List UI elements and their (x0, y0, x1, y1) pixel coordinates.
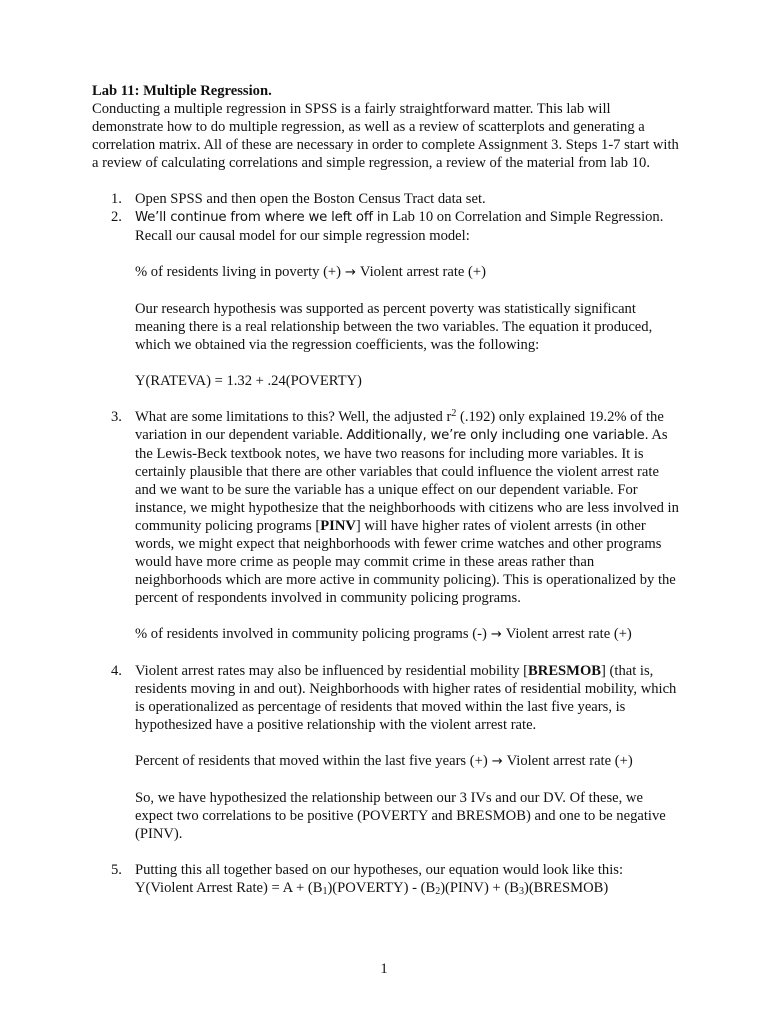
document-body (92, 82, 682, 897)
text-segment: )(POVERTY) - (B (327, 880, 436, 896)
text-segment: ] (that is, residents moving in and out). Neighborhoods with higher rates of residential mobility, which is operationalized as percentage of residents that moved within the last five years, is hypothesized have a positive relationship with the violent arrest rate. (135, 663, 677, 733)
summary-paragraph: So, we have hypothesized the relationship between our 3 IVs and our DV. Of these, we expect two correlations to be positive (POVERTY and BRESMOB) and one to be negative (PINV). (135, 790, 666, 842)
text-segment: Y(Violent Arrest Rate) = A + (B (135, 880, 323, 896)
numbered-list (92, 190, 682, 897)
causal-model (135, 625, 682, 644)
hypothesis-paragraph: Our research hypothesis was supported as percent poverty was statistically significant meaning there is a real relationship between the two variables. The equation it produced, which we obtained via the regression coefficients, was the following: (135, 301, 653, 353)
subscript: 1 (322, 886, 328, 897)
text-segment: ] will have higher rates of violent arrests (in other words, we might expect that neighborhoods with fewer crime watches and other programs would have more crime as people may commit crime in these areas rather than neighborhoods which are more active in community policing). This is operationalized by the percent of respondents involved in community policing programs. (135, 518, 676, 606)
text-segment: )(BRESMOB) (523, 880, 609, 896)
item-text-alt-font: We’ll continue from where we left off in (135, 210, 389, 225)
subscript: 3 (518, 886, 524, 897)
model-left: % of residents involved in community policing programs (-) (135, 626, 487, 642)
item-text: Putting this all together based on our hypotheses, our equation would look like this: (135, 862, 624, 878)
causal-model (135, 752, 682, 771)
document-title: Lab 11: Multiple Regression. (92, 83, 272, 99)
regression-equation: Y(RATEVA) = 1.32 + .24(POVERTY) (135, 373, 362, 389)
list-number: 5. (111, 862, 122, 878)
arrow-right-icon: → (345, 265, 356, 280)
model-left: % of residents living in poverty (+) (135, 264, 342, 280)
text-segment: What are some limitations to this? Well, the adjusted r (135, 409, 452, 425)
item-text (135, 662, 682, 734)
list-number: 2. (111, 209, 122, 225)
list-number: 4. (111, 663, 122, 679)
item-text-rest: Lab 10 on Correlation and Simple Regression. Recall our causal model for our simple regression model: (135, 209, 664, 244)
list-number: 3. (111, 409, 122, 425)
list-item-3 (92, 408, 682, 644)
arrow-right-icon: → (491, 754, 503, 769)
page-number: 1 (380, 961, 388, 977)
model-right: Violent arrest rate (+) (505, 626, 632, 642)
list-item-2 (92, 208, 682, 390)
causal-model (135, 263, 682, 282)
variable-name: PINV (320, 518, 356, 534)
list-item-5 (92, 861, 682, 897)
item-text: Open SPSS and then open the Boston Census Tract data set. (135, 191, 486, 207)
subscript: 2 (435, 886, 441, 897)
list-number: 1. (111, 191, 122, 207)
text-segment: (.192) only explained 19.2% of the variation in our dependent variable. (135, 409, 664, 443)
superscript: 2 (451, 408, 457, 419)
item-text (135, 208, 682, 245)
item-text-alt-font: Additionally, we’re only including one variable. (346, 428, 649, 443)
multiple-regression-equation (135, 879, 682, 897)
list-item-4 (92, 662, 682, 843)
arrow-right-icon: → (490, 627, 502, 642)
text-segment: As the Lewis-Beck textbook notes, we have two reasons for including more variables. It is certainly plausible that there are other variables that could influence the violent arrest rate and we want to be sure the variable has a unique effect on our dependent variable. For instance, we might hypothesize that the neighborhoods with citizens who are less involved in community policing programs [ (135, 427, 679, 534)
model-right: Violent arrest rate (+) (506, 753, 633, 769)
text-segment: )(PINV) + (B (440, 880, 519, 896)
item-text (135, 408, 682, 607)
intro-paragraph: Conducting a multiple regression in SPSS is a fairly straightforward matter. This lab will demonstrate how to do multiple regression, as well as a review of scatterplots and generating a correlation matrix. All of these are necessary in order to complete Assignment 3. Steps 1-7 start with a review of calculating correlations and simple regression, a review of the material from lab 10. (92, 101, 679, 171)
text-segment: Violent arrest rates may also be influenced by residential mobility [ (135, 663, 529, 679)
list-item-1 (92, 190, 682, 208)
model-left: Percent of residents that moved within the last five years (+) (135, 753, 488, 769)
variable-name: BRESMOB (528, 663, 602, 679)
model-right: Violent arrest rate (+) (359, 264, 486, 280)
